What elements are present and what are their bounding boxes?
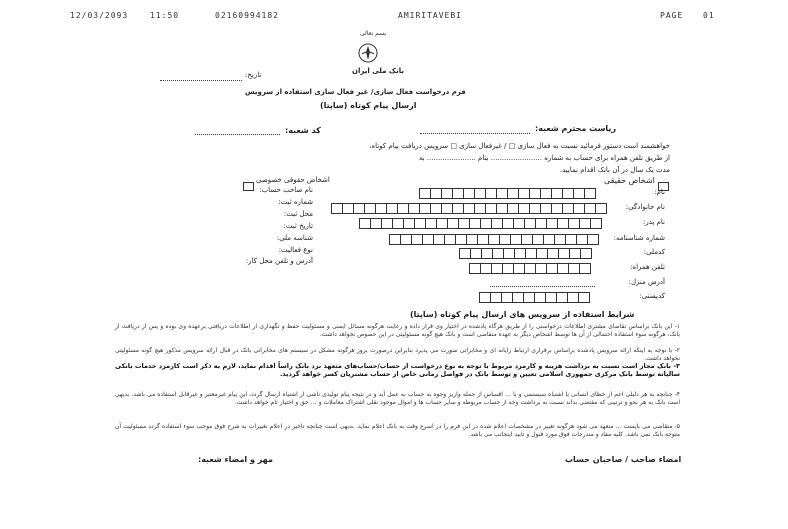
real-field-address: آدرس منزل: (628, 278, 665, 286)
last-name-input[interactable] (332, 203, 607, 214)
legal-field-national-id: شناسه ملی: (276, 234, 313, 242)
legal-field-reg-date: تاریخ ثبت: (283, 222, 313, 230)
first-name-input[interactable] (420, 188, 596, 199)
bank-logo-icon (357, 42, 379, 68)
father-name-input[interactable] (360, 218, 602, 229)
branch-code-label: کد شعبه: (285, 126, 321, 135)
letterhead-motto: بسم تعالی (360, 30, 387, 37)
branch-code-field (195, 134, 280, 135)
legal-field-reg-no: شماره ثبت: (278, 198, 313, 206)
home-address-field[interactable] (490, 286, 595, 287)
terms-paragraph-5: ۵- متقاضی می بایست ... متعهد می شود هرگونه تغییر در مشخصات اعلام شده در این فرم را در اسرع وقت به بانک اعلام نماید. بدیهی است چنانچه تاخیر در اعلام تغییرات به شرح فوق موجب سوء استفاده گردد مسئولیت آن متوجه بانک نمی باشد. کلیه مفاد و مندرجات فوق مورد قبول و تایید اینجانب می باشد. (115, 423, 680, 438)
real-field-father-name: نام پدر: (642, 218, 665, 226)
date-label: تاریخ: (245, 71, 262, 79)
mobile-input[interactable] (470, 263, 591, 274)
date-field (160, 80, 242, 81)
legal-person-label: اشخاص حقوقی خصوصی (256, 176, 330, 184)
branch-name-field (420, 133, 530, 134)
form-title: ارسال پیام کوتاه (ساپتا) (320, 101, 417, 110)
id-number-input[interactable] (390, 234, 599, 245)
fax-page-number: 01 (703, 11, 715, 20)
national-code-input[interactable] (460, 248, 592, 259)
real-person-label: اشخاص حقیقی (604, 176, 655, 185)
applicant-signature-label: امضاء صاحب / صاحبان حساب (565, 455, 682, 464)
real-field-national-code: کدملی: (643, 248, 665, 256)
bank-name: بانک ملی ایران (352, 67, 404, 75)
terms-paragraph-2: ۲- با توجه به اینکه ارائه سرویس پادشده براساس برقراری ارتباط رایانه ای و مخابراتی صورت می پذیرد بنابراین درصورت بروز هرگونه مشکل در سیستم های مخابراتی بانک در قبال ارائه سرویس مذکور هیچ گونه مسئولیتی نخواهد داشت. (115, 347, 680, 362)
real-field-id-number: شماره شناسنامه: (613, 234, 665, 242)
terms-title: شرایط استفاده از سرویس های ارسال پیام کوتاه (ساپتا) (410, 310, 635, 319)
postal-code-input[interactable] (480, 292, 590, 303)
legal-field-address: آدرس و تلفن محل کار: (245, 257, 313, 265)
real-field-postal-code: کدپستی: (639, 292, 665, 300)
fax-page-label: PAGE (660, 11, 684, 20)
legal-person-checkbox[interactable] (243, 176, 254, 195)
request-line-3: مدت یک سال در آن بانک اقدام نمایید. (559, 166, 670, 174)
branch-head-label: ریاست محترم شعبه: (535, 124, 617, 133)
form-subtitle: فرم درخواست فعال سازی/ غیر فعال سازی استفاده از سرویس (245, 88, 466, 96)
legal-field-reg-place: محل ثبت: (283, 210, 313, 218)
terms-paragraph-3: ۳- بانک مجاز است نسبت به برداشت هزینه و کارمزد مربوط با توجه به نوع درخواست از حساب/حساب‌های متعهد نزد بانک راساً اقدام نماید، لازم به ذکر است کارمزد خدمات بانکی سالیانه توسط بانک مرکزی جمهوری اسلامی تعیین و توسط بانک در فواصل زمانی خاص از حساب مشتریان کسر خواهد گردید. (115, 362, 680, 378)
real-field-mobile: تلفن همراه: (630, 263, 665, 271)
real-field-last-name: نام خانوادگی: (625, 203, 665, 211)
fax-date: 12/03/2093 (70, 11, 129, 20)
real-field-first-name: نام: (654, 188, 665, 196)
fax-sender: AMIRITAVEBI (398, 11, 462, 20)
request-line-2: از طریق تلفن همراه برای حساب به شماره ....................... بنام ...................... به (418, 154, 670, 162)
fax-phone: 02160994182 (215, 11, 279, 20)
branch-signature-label: مهر و امضاء شعبه: (198, 455, 273, 464)
legal-field-name: نام صاحب حساب: (259, 186, 313, 194)
legal-field-activity: نوع فعالیت: (278, 246, 313, 254)
request-line-1: خواهشمند است دستور فرمائید نسبت به فعال سازی □ / غیرفعال سازی □ سرویس دریافت پیام کوتاه، (369, 142, 670, 150)
terms-paragraph-4: ۴- چنانچه به هر دلیلی اعم از خطای انسانی یا اشتباه سیستمی و یا … اقساس از جمله واریز وجوه به حساب به عمل آید و در نتیجه پیام تولیدی ناشی از اشتباه ارسال گردد، این پیام غیرمعتبر و غیرقابل استفاده می باشد. بدیهی است بانک به هر نحو و ترتیبی که مقتضی بداند نسبت به برداشت وجه از حساب مربوطه و سایر حساب ها و اموال موجود نقلی اشتراک معاملات و … حق و اختیار تام خواهد داشت. (115, 391, 680, 406)
fax-time: 11:50 (150, 11, 180, 20)
terms-paragraph-1: ۱- این بانک براساس تقاضای مشتری اطلاعات درخواستی را از طریق هرگاه پادشده در اختیار وی قرار داده و رعایت هرگونه مسائل ایمنی و مسئولیت حفظ و نگهداری از اطلاعات دریافتی برعهده وی بوده و پس از دریافت از بانک، هرگونه سوء استفاده احتمالی از آن ها توسط اشخاص دیگر به عهده متقاضی است و بانک هیچ گونه مسئولیتی در این خصوص نخواهد داشت. (115, 323, 680, 338)
